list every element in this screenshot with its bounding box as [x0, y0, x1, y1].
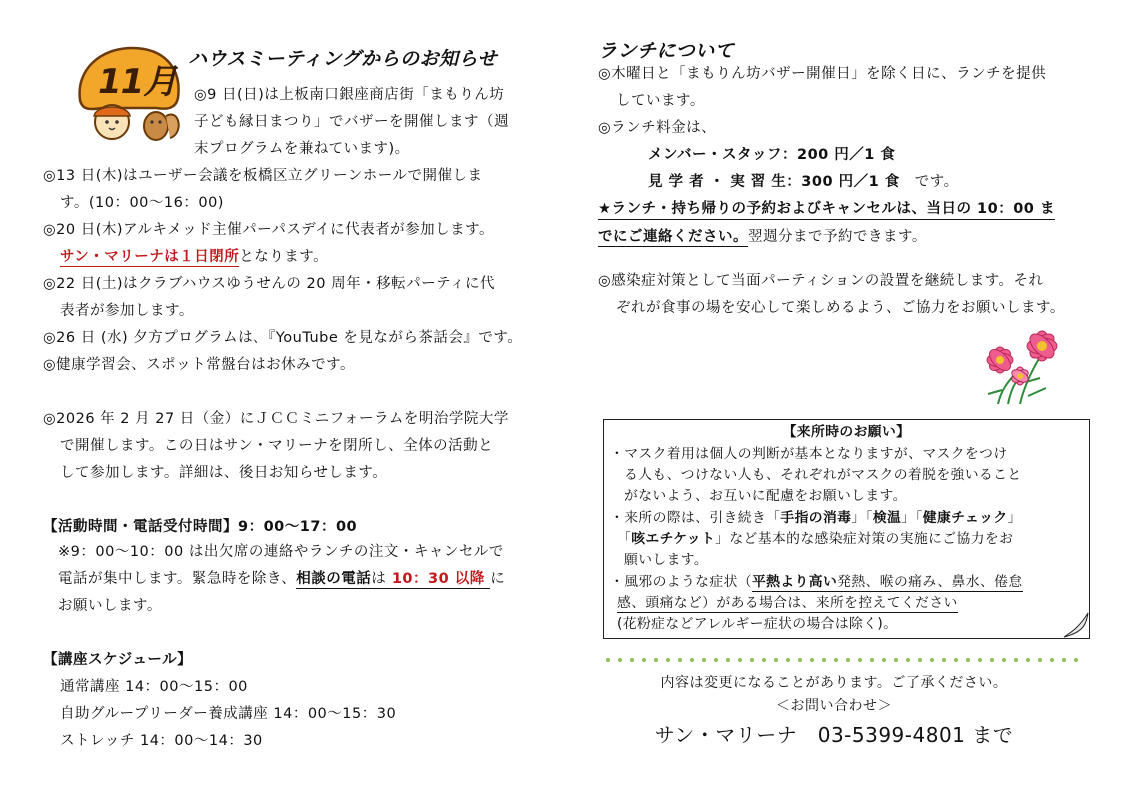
notice-line7-pre: ・風邪のような症状（ — [610, 574, 752, 590]
hours-line2-pre: 電話が集中します。緊急時を除き、 — [58, 571, 297, 587]
hours-line2-mid: は — [371, 571, 387, 587]
hours-line2-post: に — [490, 571, 506, 587]
dotted-divider — [604, 656, 1088, 664]
notice-line: がないよう、お互いに配慮をお願いします。 — [624, 488, 907, 504]
item4-line1: ◎22 日(土)はクラブハウスゆうせんの 20 周年・移転パーティに代 — [43, 276, 495, 292]
lunch-line3: ◎ランチ料金は、 — [598, 120, 717, 136]
cough-etiquette: 咳エチケット — [631, 531, 716, 547]
consult-call: 相談の電話 — [296, 571, 372, 587]
notice-line4-pre: ・来所の際は、引き続き「 — [610, 510, 781, 526]
notice-line: る人も、つけない人も、それぞれがマスクの着脱を強いること — [624, 467, 1022, 483]
notice-line5-post: 」など基本的な感染症対策の実施にご協力をお — [715, 531, 1014, 547]
schedule-item: ストレッチ 14：00～14：30 — [60, 733, 263, 749]
notice-line5-pre: 「 — [617, 531, 632, 547]
notice-line — [610, 509, 1022, 527]
visit-notice-box — [603, 419, 1090, 639]
hours-line3: お願いします。 — [58, 598, 162, 614]
reserve-suffix: 翌週分まで予約できます。 — [748, 229, 927, 245]
reserve-line1: ★ランチ・持ち帰りの予約およびキャンセルは、当日の 10：00 ま — [598, 200, 1055, 220]
lunch-line1: ◎木曜日と「まもりん坊バザー開催日」を除く日に、ランチを提供 — [598, 66, 1047, 82]
closure-notice: サン・マリーナは１日閉所 — [60, 249, 240, 265]
month-badge — [72, 42, 192, 147]
hand-disinfect: 手指の消毒 — [780, 510, 852, 526]
notice-line7-post: 発熱、喉の痛み、鼻水、倦怠 — [837, 574, 1023, 590]
price-visitor-suffix: です。 — [914, 174, 959, 190]
reserve-line2 — [598, 228, 927, 246]
page-curl-icon — [1062, 610, 1092, 640]
item3-line2 — [60, 248, 328, 266]
item2-line2: す。(10：00～16：00) — [60, 195, 224, 211]
flower-icon — [968, 324, 1074, 406]
item4-line2: 表者が参加します。 — [60, 303, 194, 319]
footer-contact-label: ＜お問い合わせ＞ — [776, 698, 892, 714]
item2-line1: ◎13 日(木)はユーザー会議を板橋区立グリーンホールで開催しま — [43, 168, 483, 184]
notice-sep: 」「 — [901, 510, 923, 526]
item1-line3: 末プログラムを兼ねています)。 — [194, 141, 410, 157]
house-meeting-title: ハウスミーティングからのお知らせ — [188, 48, 497, 70]
schedule-item: 自助グループリーダー養成講座 14：00～15：30 — [60, 706, 397, 722]
notice-line — [610, 573, 1023, 591]
notice-sep: 」「 — [851, 510, 873, 526]
item7-line2: で開催します。この日はサン・マリーナを閉所し、全体の活動と — [60, 438, 494, 454]
health-check: 健康チェック — [922, 510, 1008, 526]
item7-line3: して参加します。詳細は、後日お知らせします。 — [60, 465, 388, 481]
temperature-check: 検温 — [872, 510, 902, 526]
fever-note: 平熱より高い — [751, 574, 838, 590]
notice-heading: 【来所時のお願い】 — [782, 424, 911, 440]
item5-line: ◎26 日 (水) 夕方プログラムは､『YouTube を見ながら茶話会』です。 — [43, 330, 523, 346]
schedule-item: 通常講座 14：00～15：00 — [60, 679, 248, 695]
call-time: 10：30 以降 — [386, 571, 491, 587]
footer-contact: サン・マリーナ 03-5399-4801 まで — [654, 723, 1014, 747]
item7-line1: ◎2026 年 2 月 27 日（金）にＪＣＣミニフォーラムを明治学院大学 — [43, 411, 509, 427]
badge-month-label: 11月 — [98, 62, 177, 102]
notice-line: (花粉症などアレルギー症状の場合は除く)。 — [617, 616, 898, 632]
infection-line1: ◎感染症対策として当面パーティションの設置を継続します。それ — [598, 273, 1044, 289]
notice-line — [617, 530, 1013, 548]
lunch-line2: しています。 — [616, 93, 705, 109]
notice-line — [617, 594, 958, 612]
lunch-title: ランチについて — [598, 40, 735, 62]
item6-line: ◎健康学習会、スポット常盤台はお休みです。 — [43, 357, 355, 373]
item1-line2: 子ども縁日まつり」でバザーを開催します（週 — [194, 114, 509, 130]
price-member: メンバー・スタッフ：200 円／1 食 — [648, 147, 896, 163]
notice-line8: 感、頭痛など）がある場合は、来所を控えてください — [617, 595, 958, 611]
hours-line1: ※9：00～10：00 は出欠席の連絡やランチの注文・キャンセルで — [58, 544, 504, 560]
price-visitor: 見 学 者 ・ 実 習 生：300 円／1 食 — [648, 174, 900, 190]
infection-line2: ぞれが食事の場を安心して楽しめるよう、ご協力をお願いします。 — [616, 300, 1065, 316]
price-visitor-line — [648, 173, 959, 191]
item3-line1: ◎20 日(木)アルキメッド主催パーパスデイに代表者が参加します。 — [43, 222, 494, 238]
schedule-heading: 【講座スケジュール】 — [43, 652, 193, 668]
item1-line1: ◎9 日(日)は上板南口銀座商店街「まもりん坊 — [194, 87, 505, 103]
reserve-deadline: でにご連絡ください。 — [598, 229, 748, 245]
notice-line: 願いします。 — [624, 552, 709, 568]
cosmos-flowers — [968, 324, 1074, 406]
notice-sep: 」 — [1007, 510, 1022, 526]
hours-line2 — [58, 570, 505, 588]
notice-line: ・マスク着用は個人の判断が基本となりますが、マスクをつけ — [610, 446, 1008, 462]
closure-suffix: となります。 — [239, 249, 329, 265]
footer-change-note: 内容は変更になることがあります。ご了承ください。 — [660, 675, 1008, 691]
hours-heading: 【活動時間・電話受付時間】9：00～17：00 — [43, 519, 358, 535]
